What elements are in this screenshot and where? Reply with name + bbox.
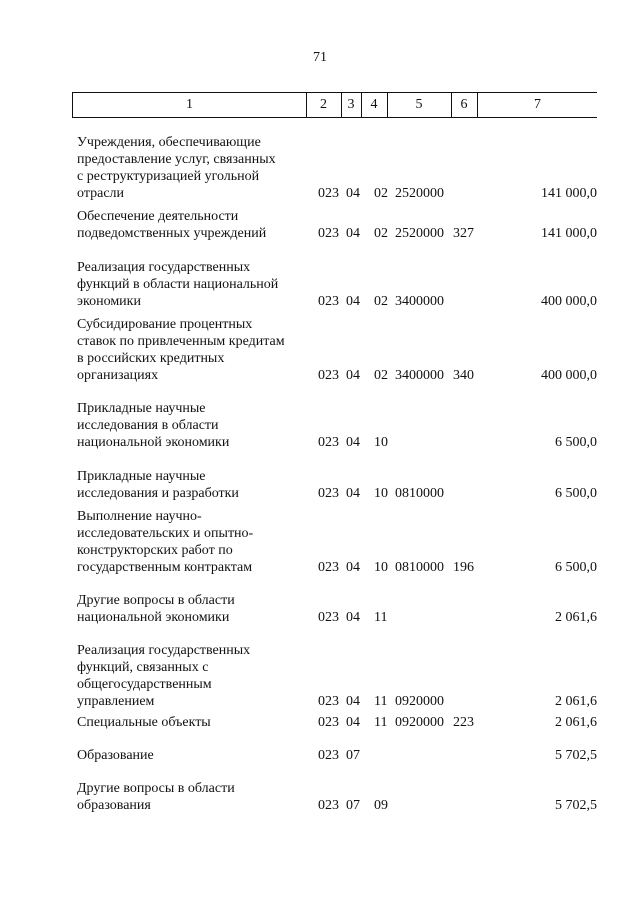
- cell-col-7: 2 061,6: [555, 610, 597, 625]
- cell-col-7: 400 000,0: [541, 294, 597, 309]
- table-row: [0, 642, 640, 710]
- cell-col-4: 11: [374, 694, 388, 709]
- row-description: [77, 316, 309, 384]
- row-description-line: Выполнение научно-: [77, 509, 202, 524]
- cell-col-5: 0810000: [395, 560, 444, 575]
- row-description-line: отрасли: [77, 186, 125, 201]
- table-row: [0, 316, 640, 384]
- cell-col-3: 04: [346, 610, 360, 625]
- cell-col-6: 196: [453, 560, 474, 575]
- row-description-line: организациях: [77, 368, 159, 383]
- cell-col-5: 0920000: [395, 694, 444, 709]
- row-description: [77, 780, 309, 814]
- cell-col-2: 023: [318, 226, 339, 241]
- row-description: [77, 400, 309, 451]
- cell-col-3: 04: [346, 226, 360, 241]
- table-row: [0, 508, 640, 576]
- cell-col-2: 023: [318, 294, 339, 309]
- row-description: [77, 747, 309, 764]
- cell-col-5: 2520000: [395, 186, 444, 201]
- cell-col-7: 141 000,0: [541, 186, 597, 201]
- cell-col-5: 0810000: [395, 486, 444, 501]
- cell-col-7: 6 500,0: [555, 486, 597, 501]
- cell-col-3: 04: [346, 694, 360, 709]
- row-description-line: исследования в области: [77, 418, 219, 433]
- cell-col-5: 3400000: [395, 294, 444, 309]
- cell-col-3: 04: [346, 486, 360, 501]
- cell-col-2: 023: [318, 186, 339, 201]
- row-description-line: с реструктуризацией угольной: [77, 169, 260, 184]
- cell-col-7: 2 061,6: [555, 694, 597, 709]
- cell-col-4: 02: [374, 186, 388, 201]
- cell-col-5: 0920000: [395, 715, 444, 730]
- row-description-line: ставок по привлеченным кредитам: [77, 334, 285, 349]
- row-description: [77, 714, 309, 731]
- row-description-line: образования: [77, 798, 151, 813]
- header-col-5: 5: [415, 97, 423, 112]
- row-description: [77, 642, 309, 710]
- table-row: [0, 400, 640, 451]
- table-header: [72, 92, 597, 118]
- cell-col-7: 2 061,6: [555, 715, 597, 730]
- row-description-line: национальной экономики: [77, 610, 230, 625]
- row-description-line: Учреждения, обеспечивающие: [77, 135, 261, 150]
- table-row: [0, 468, 640, 502]
- row-description: [77, 468, 309, 502]
- cell-col-7: 6 500,0: [555, 435, 597, 450]
- row-description-line: Специальные объекты: [77, 715, 211, 730]
- cell-col-6: 327: [453, 226, 474, 241]
- table-row: [0, 780, 640, 814]
- row-description-line: общегосударственным: [77, 677, 212, 692]
- table-row: [0, 208, 640, 242]
- row-description-line: функций, связанных с: [77, 660, 209, 675]
- cell-col-4: 02: [374, 368, 388, 383]
- cell-col-2: 023: [318, 368, 339, 383]
- row-description: [77, 259, 309, 310]
- cell-col-7: 141 000,0: [541, 226, 597, 241]
- cell-col-3: 04: [346, 560, 360, 575]
- cell-col-4: 11: [374, 715, 388, 730]
- header-col-7: 7: [534, 97, 541, 112]
- row-description-line: государственным контрактам: [77, 560, 253, 575]
- table-row: [0, 747, 640, 764]
- cell-col-2: 023: [318, 560, 339, 575]
- cell-col-4: 10: [374, 560, 388, 575]
- cell-col-5: 3400000: [395, 368, 444, 383]
- header-col-1: 1: [186, 97, 193, 112]
- row-description: [77, 134, 309, 202]
- row-description: [77, 508, 309, 576]
- row-description-line: исследовательских и опытно-: [77, 526, 254, 541]
- row-description-line: функций в области национальной: [77, 277, 279, 292]
- row-description: [77, 592, 309, 626]
- page-number: 71: [313, 50, 327, 65]
- cell-col-3: 04: [346, 294, 360, 309]
- cell-col-2: 023: [318, 715, 339, 730]
- row-description-line: Образование: [77, 748, 154, 763]
- header-col-3: 3: [347, 97, 355, 112]
- row-description-line: управлением: [77, 694, 155, 709]
- row-description-line: предоставление услуг, связанных: [77, 152, 276, 167]
- row-description-line: Субсидирование процентных: [77, 317, 253, 332]
- cell-col-6: 340: [453, 368, 474, 383]
- row-description-line: национальной экономики: [77, 435, 230, 450]
- cell-col-4: 02: [374, 226, 388, 241]
- row-description: [77, 208, 309, 242]
- row-description-line: Прикладные научные: [77, 401, 206, 416]
- cell-col-7: 5 702,5: [555, 748, 597, 763]
- cell-col-2: 023: [318, 694, 339, 709]
- header-col-6: 6: [460, 97, 468, 112]
- cell-col-2: 023: [318, 798, 339, 813]
- table-row: [0, 714, 640, 731]
- cell-col-7: 5 702,5: [555, 798, 597, 813]
- row-description-line: Другие вопросы в области: [77, 593, 235, 608]
- row-description-line: Другие вопросы в области: [77, 781, 235, 796]
- cell-col-3: 07: [346, 798, 360, 813]
- cell-col-4: 10: [374, 486, 388, 501]
- cell-col-3: 04: [346, 368, 360, 383]
- cell-col-4: 11: [374, 610, 388, 625]
- row-description-line: в российских кредитных: [77, 351, 225, 366]
- row-description-line: экономики: [77, 294, 141, 309]
- table-row: [0, 134, 640, 202]
- table-row: [0, 259, 640, 310]
- header-col-4: 4: [370, 97, 378, 112]
- row-description-line: конструкторских работ по: [77, 543, 233, 558]
- cell-col-6: 223: [453, 715, 474, 730]
- cell-col-4: 02: [374, 294, 388, 309]
- cell-col-2: 023: [318, 748, 339, 763]
- cell-col-3: 04: [346, 715, 360, 730]
- cell-col-2: 023: [318, 610, 339, 625]
- cell-col-4: 10: [374, 435, 388, 450]
- cell-col-3: 04: [346, 435, 360, 450]
- cell-col-5: 2520000: [395, 226, 444, 241]
- row-description-line: Реализация государственных: [77, 260, 251, 275]
- cell-col-2: 023: [318, 486, 339, 501]
- row-description-line: Прикладные научные: [77, 469, 206, 484]
- cell-col-3: 07: [346, 748, 360, 763]
- table-row: [0, 592, 640, 626]
- row-description-line: подведомственных учреждений: [77, 226, 267, 241]
- row-description-line: исследования и разработки: [77, 486, 239, 501]
- cell-col-4: 09: [374, 798, 388, 813]
- header-col-2: 2: [320, 97, 327, 112]
- row-description-line: Реализация государственных: [77, 643, 251, 658]
- cell-col-7: 6 500,0: [555, 560, 597, 575]
- row-description-line: Обеспечение деятельности: [77, 209, 239, 224]
- cell-col-2: 023: [318, 435, 339, 450]
- cell-col-7: 400 000,0: [541, 368, 597, 383]
- cell-col-3: 04: [346, 186, 360, 201]
